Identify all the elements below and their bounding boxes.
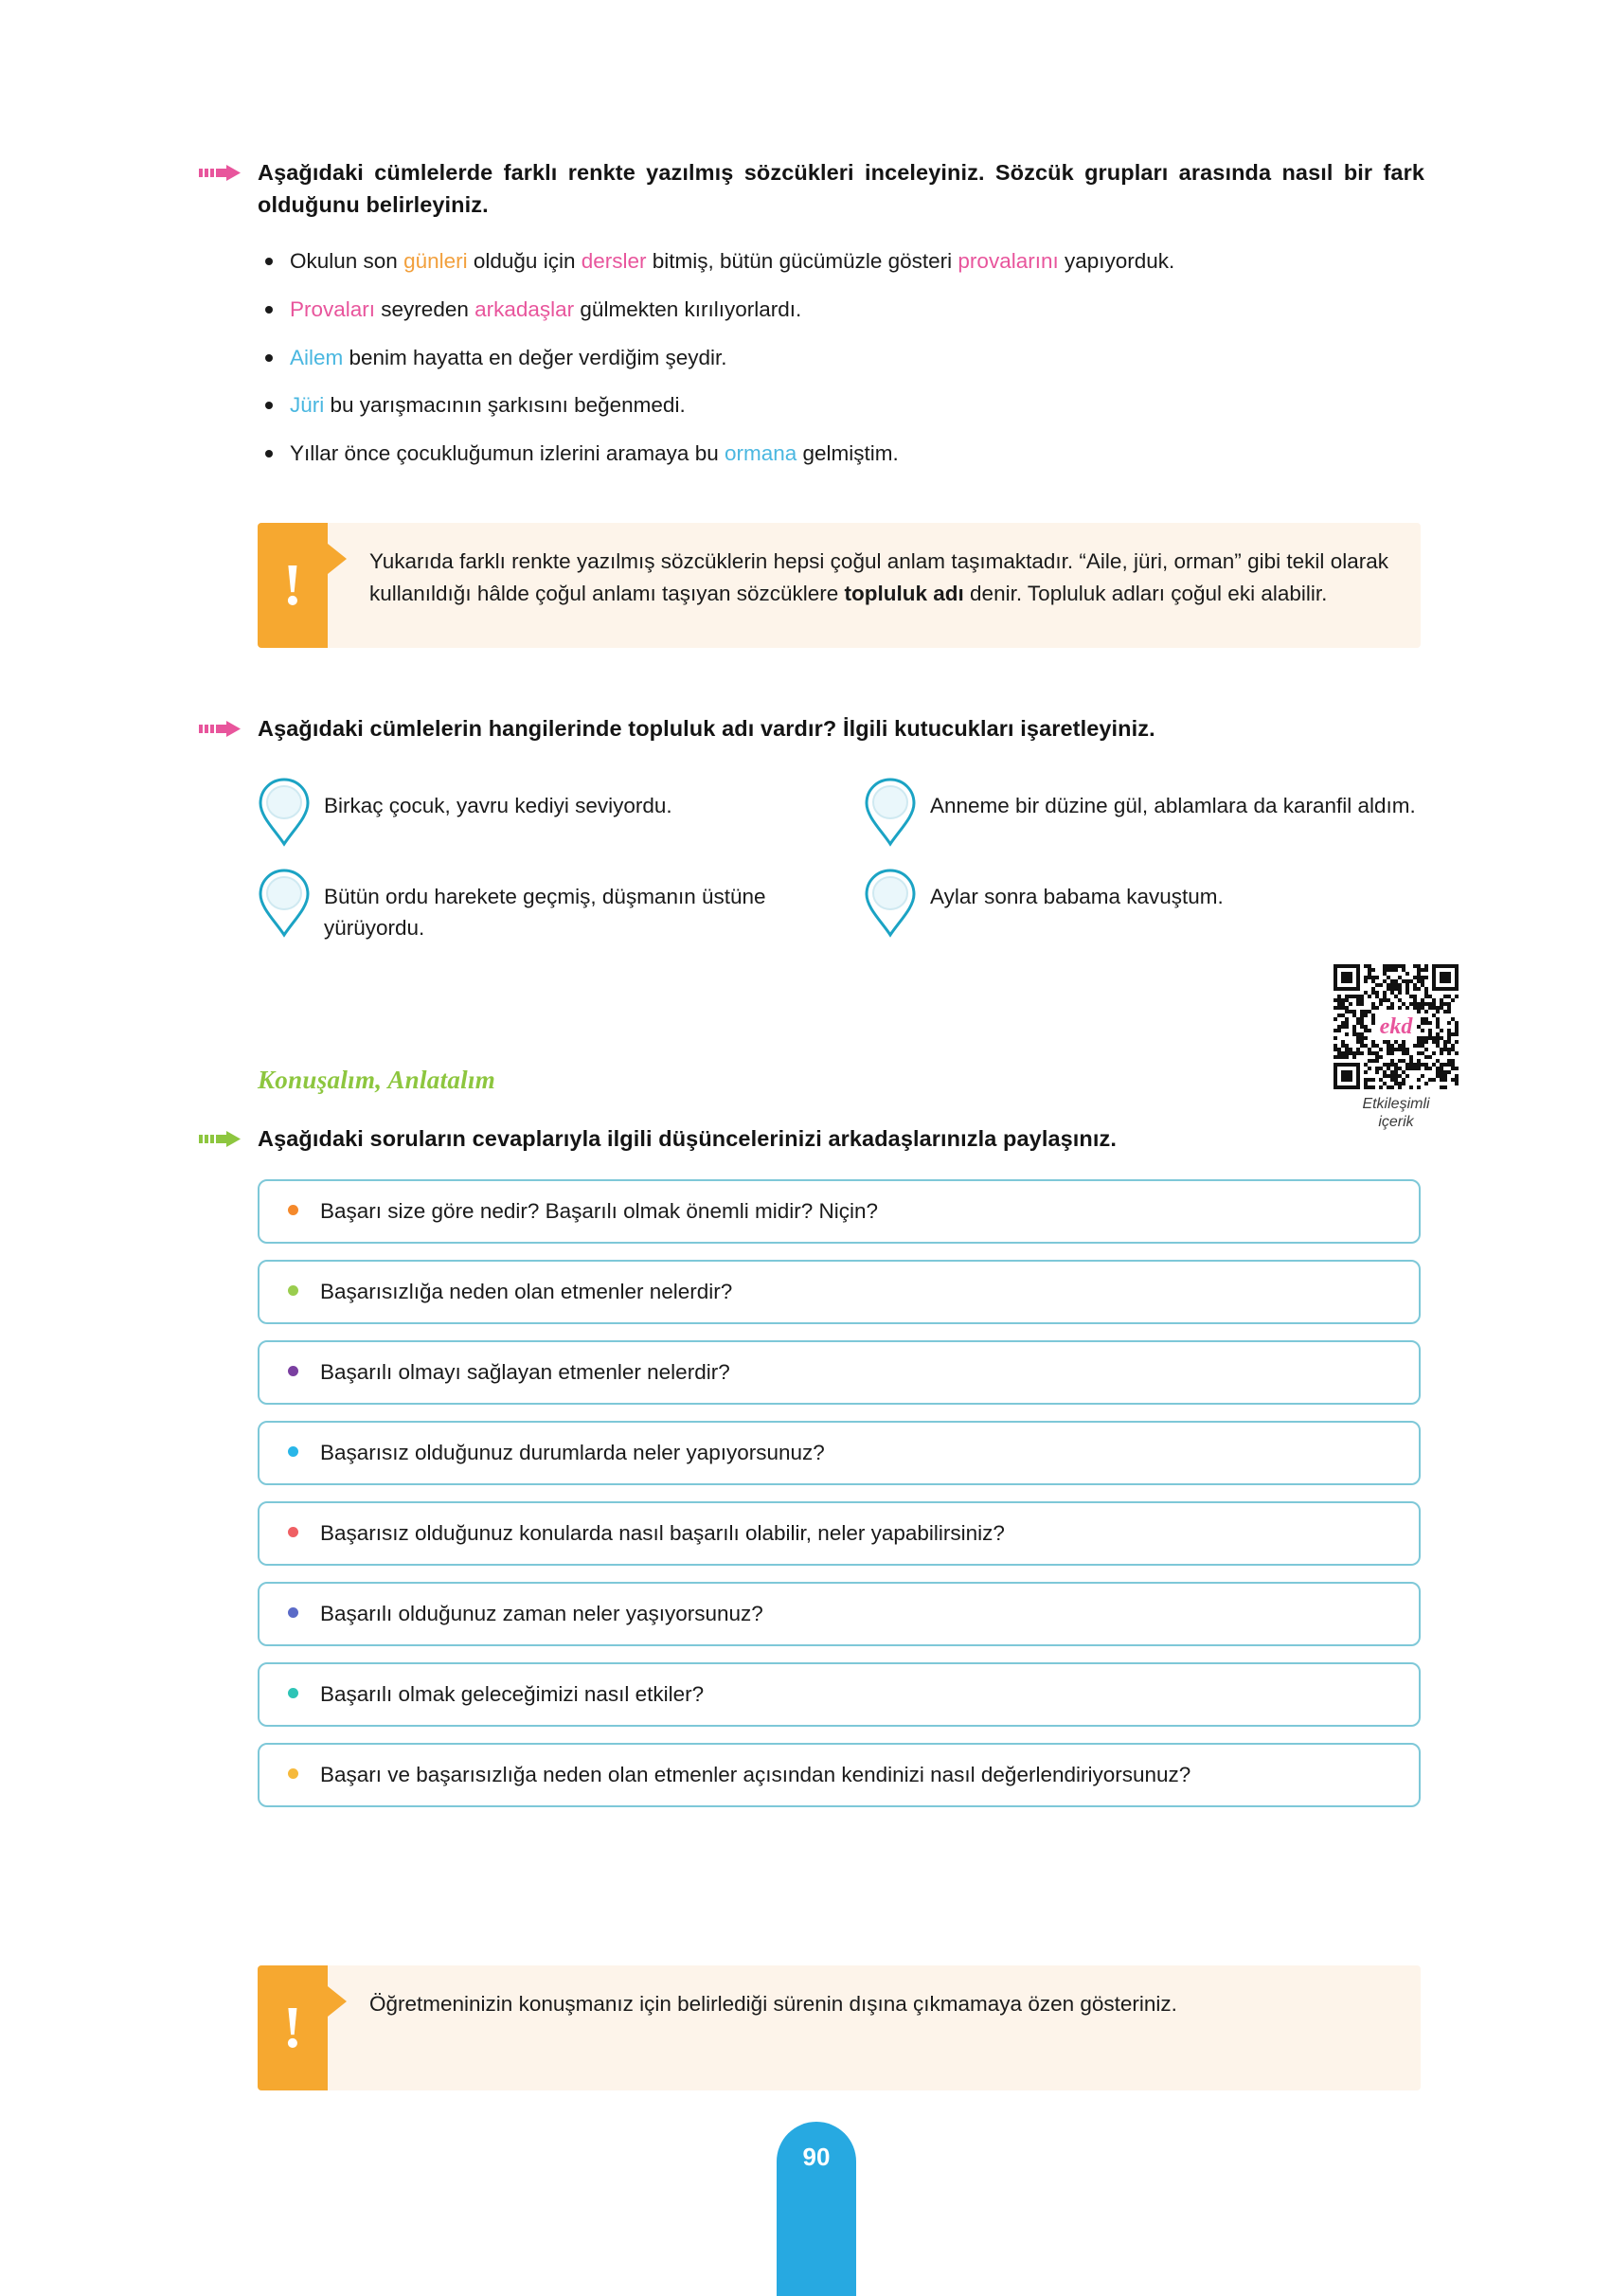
choice-label: Bütün ordu harekete geçmiş, düşmanın üstüne yürüyordu. bbox=[324, 885, 766, 941]
list-item bbox=[199, 294, 1421, 326]
question-text: Başarısız olduğunuz durumlarda neler yapıyorsunuz? bbox=[320, 1440, 825, 1464]
exclamation-icon bbox=[258, 523, 328, 648]
qr-caption: Etkileşimli içerik bbox=[1362, 1096, 1430, 1131]
section-word-colors bbox=[199, 156, 1424, 486]
bullet-dot-icon bbox=[288, 1688, 298, 1698]
question-text: Başarı size göre nedir? Başarılı olmak önemli midir? Niçin? bbox=[320, 1199, 878, 1223]
sentence-fragment: Provaları bbox=[290, 296, 376, 321]
info-fragment: topluluk adı bbox=[844, 582, 964, 606]
sentence-fragment: benim hayatta en değer verdiğim şeydir. bbox=[343, 345, 727, 369]
bullet-dot-icon bbox=[288, 1285, 298, 1296]
sentence-fragment: bitmiş, bütün gücümüzle gösteri bbox=[646, 249, 958, 274]
info-box-2-text bbox=[369, 1988, 1388, 2020]
list-item bbox=[199, 389, 1421, 422]
colored-sentence-list bbox=[199, 245, 1421, 470]
sentence-fragment: gelmiştim. bbox=[797, 441, 899, 466]
exclamation-icon bbox=[258, 1965, 328, 2090]
sentence-fragment: olduğu için bbox=[467, 249, 582, 274]
choice-item[interactable] bbox=[864, 868, 1441, 944]
sentence-fragment: Jüri bbox=[290, 393, 325, 418]
sentence-fragment: bu yarışmacının şarkısını beğenmedi. bbox=[324, 393, 686, 418]
callout-tail bbox=[328, 1986, 347, 2017]
bullet-dot-icon bbox=[288, 1527, 298, 1537]
info-box-1 bbox=[258, 523, 1421, 648]
checkbox-pin-icon[interactable] bbox=[258, 868, 311, 938]
sentence-fragment: provalarını bbox=[958, 249, 1059, 274]
page-number: 90 bbox=[802, 2143, 831, 2171]
instruction-text-2: Aşağıdaki cümlelerin hangilerinde topluluk adı vardır? İlgili kutucukları işaretleyiniz. bbox=[258, 716, 1155, 741]
info-box-1-text bbox=[369, 546, 1388, 610]
question-text: Başarılı olmak geleceğimizi nasıl etkiler? bbox=[320, 1681, 705, 1706]
sentence-fragment: arkadaşlar bbox=[474, 296, 575, 321]
checkbox-pin-icon[interactable] bbox=[864, 868, 917, 938]
sentence-fragment: seyreden bbox=[375, 296, 475, 321]
question-item[interactable] bbox=[258, 1260, 1421, 1324]
question-item[interactable] bbox=[258, 1743, 1421, 1807]
subsection-heading: Konuşalım, Anlatalım bbox=[258, 1066, 496, 1094]
instruction-text-1: Aşağıdaki cümlelerde farklı renkte yazılmış sözcükleri inceleyiniz. Sözcük grupları arasında nasıl bir fark olduğunu belirleyiniz. bbox=[258, 160, 1424, 218]
question-item[interactable] bbox=[258, 1501, 1421, 1566]
question-item[interactable] bbox=[258, 1179, 1421, 1244]
list-item bbox=[199, 342, 1421, 374]
question-text: Başarılı olduğunuz zaman neler yaşıyorsunuz? bbox=[320, 1601, 763, 1625]
info-fragment: denir. Topluluk adları çoğul eki alabilir. bbox=[963, 582, 1328, 606]
bullet-dot-icon bbox=[288, 1768, 298, 1779]
choice-item[interactable] bbox=[258, 777, 864, 847]
sentence-fragment: Yıllar önce çocukluğumun izlerini aramaya bu bbox=[290, 441, 725, 466]
choice-label: Anneme bir düzine gül, ablamlara da karanfil aldım. bbox=[930, 794, 1416, 817]
page-number-tab bbox=[777, 2122, 856, 2296]
checkbox-pin-icon[interactable] bbox=[864, 777, 917, 847]
sentence-fragment: dersler bbox=[581, 249, 647, 274]
info-fragment: Yukarıda farklı renkte yazılmış sözcüklerin hepsi çoğul anlam taşımaktadır. “Aile, jüri, orman” gibi tekil olarak kullanıldığı hâlde çoğul anlamı taşıyan sözcüklere bbox=[369, 549, 1388, 606]
list-item bbox=[199, 438, 1421, 470]
svg-text:ekd: ekd bbox=[1379, 1013, 1413, 1039]
bullet-dot-icon bbox=[288, 1607, 298, 1618]
question-item[interactable] bbox=[258, 1582, 1421, 1646]
question-text: Başarılı olmayı sağlayan etmenler nelerdir? bbox=[320, 1359, 730, 1384]
callout-tail bbox=[328, 544, 347, 574]
checkbox-pin-icon[interactable] bbox=[258, 777, 311, 847]
sentence-fragment: Ailem bbox=[290, 345, 344, 369]
choice-item[interactable] bbox=[258, 868, 864, 944]
section-check-boxes bbox=[199, 712, 1421, 744]
sentence-fragment: yapıyorduk. bbox=[1058, 249, 1175, 274]
question-text: Başarı ve başarısızlığa neden olan etmenler açısından kendinizi nasıl değerlendiriyorsunuz? bbox=[320, 1762, 1191, 1786]
bullet-dot-icon bbox=[288, 1446, 298, 1457]
question-list bbox=[258, 1179, 1421, 1823]
sentence-fragment: gülmekten kırılıyorlardı. bbox=[574, 296, 802, 321]
list-item bbox=[199, 245, 1421, 278]
choice-grid bbox=[258, 777, 1441, 944]
info-box-2 bbox=[258, 1965, 1421, 2090]
qr-code-icon[interactable] bbox=[1334, 964, 1459, 1089]
qr-code-block[interactable] bbox=[1330, 964, 1462, 1131]
choice-label: Birkaç çocuk, yavru kediyi seviyordu. bbox=[324, 794, 672, 817]
question-item[interactable] bbox=[258, 1421, 1421, 1485]
question-text: Başarısızlığa neden olan etmenler nelerdir? bbox=[320, 1279, 733, 1303]
sentence-fragment: günleri bbox=[403, 249, 468, 274]
question-item[interactable] bbox=[258, 1340, 1421, 1405]
info-fragment: Öğretmeninizin konuşmanız için belirlediği sürenin dışına çıkmamaya özen gösteriniz. bbox=[369, 1992, 1177, 2016]
bullet-dot-icon bbox=[288, 1366, 298, 1376]
question-item[interactable] bbox=[258, 1662, 1421, 1727]
question-text: Başarısız olduğunuz konularda nasıl başarılı olabilir, neler yapabilirsiniz? bbox=[320, 1520, 1005, 1545]
choice-label: Aylar sonra babama kavuştum. bbox=[930, 885, 1224, 908]
bullet-dot-icon bbox=[288, 1205, 298, 1215]
section-discussion bbox=[199, 1122, 1421, 1155]
instruction-text-3: Aşağıdaki soruların cevaplarıyla ilgili düşüncelerinizi arkadaşlarınızla paylaşınız. bbox=[258, 1126, 1117, 1151]
sentence-fragment: ormana bbox=[724, 441, 797, 466]
sentence-fragment: Okulun son bbox=[290, 249, 404, 274]
choice-item[interactable] bbox=[864, 777, 1441, 847]
